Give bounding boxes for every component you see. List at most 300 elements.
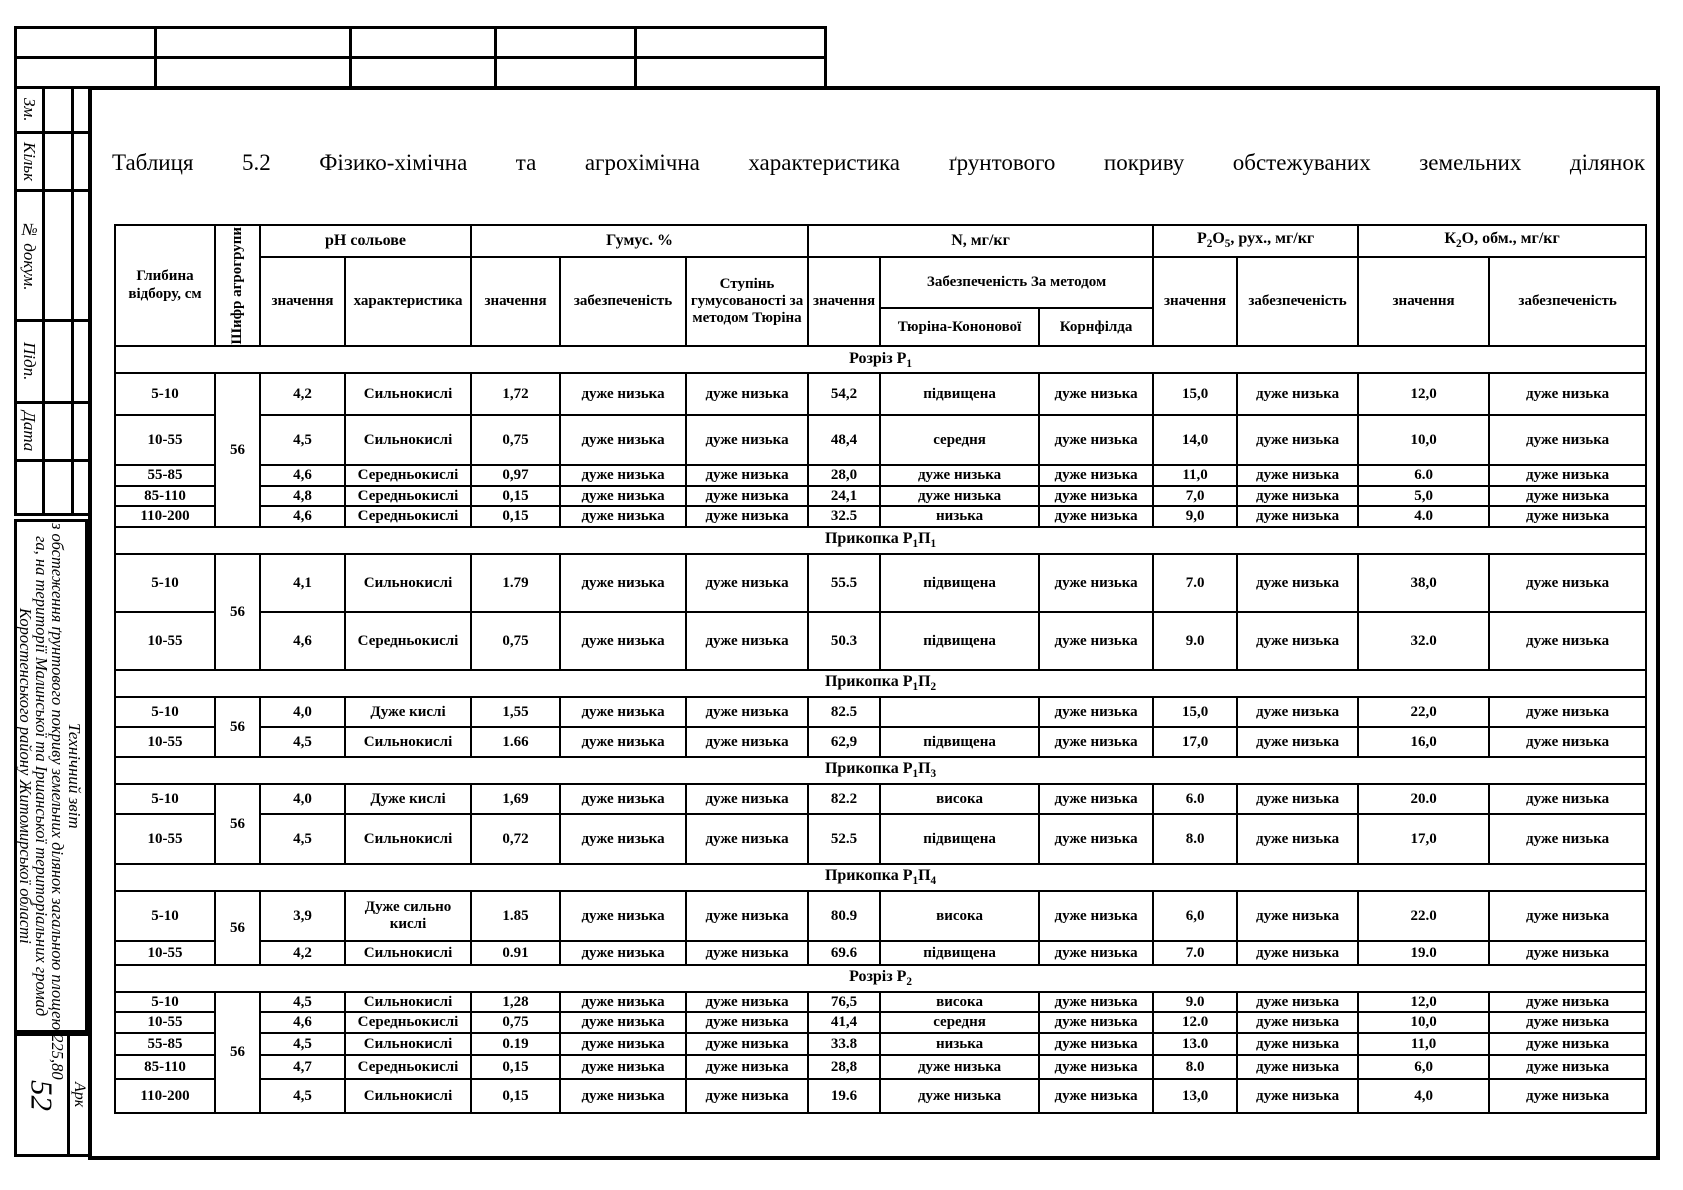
- cell-p-supply: дуже низька: [1237, 697, 1358, 727]
- cell-depth: 10-55: [115, 612, 215, 670]
- col-group-humus: Гумус. %: [471, 225, 808, 257]
- cell-k-value: 32.0: [1358, 612, 1489, 670]
- col-header-k-value: значення: [1358, 257, 1489, 346]
- cell-p-supply: дуже низька: [1237, 415, 1358, 465]
- cell-n-tyurina-kononova: середня: [880, 1012, 1039, 1033]
- cell-n-tyurina-kononova: низька: [880, 1033, 1039, 1055]
- cell-ph-value: 4,2: [260, 941, 345, 965]
- cell-agrogroup: 56: [215, 554, 260, 670]
- cell-k-value: 12,0: [1358, 992, 1489, 1013]
- cell-humus-supply: дуже низька: [560, 992, 686, 1013]
- cell-ph-value: 4,5: [260, 415, 345, 465]
- cell-n-tyurina-kononova: підвищена: [880, 941, 1039, 965]
- cell-ph-characteristic: Середньокислі: [345, 1012, 471, 1033]
- cell-humus-supply: дуже низька: [560, 697, 686, 727]
- cell-ph-value: 4,5: [260, 1079, 345, 1113]
- cell-p-value: 17,0: [1153, 727, 1237, 757]
- cell-humus-degree: дуже низька: [686, 891, 808, 941]
- cell-p-value: 7.0: [1153, 941, 1237, 965]
- cell-n-value: 28,0: [808, 465, 880, 486]
- cell-n-value: 76,5: [808, 992, 880, 1013]
- cell-n-kornfield: дуже низька: [1039, 941, 1153, 965]
- cell-ph-characteristic: Сильнокислі: [345, 415, 471, 465]
- cell-n-kornfield: дуже низька: [1039, 554, 1153, 612]
- cell-humus-degree: дуже низька: [686, 373, 808, 415]
- cell-n-value: 54,2: [808, 373, 880, 415]
- section-title: Розріз $Р_2$: [115, 965, 1646, 992]
- cell-n-kornfield: дуже низька: [1039, 612, 1153, 670]
- cell-ph-characteristic: Сильнокислі: [345, 1033, 471, 1055]
- cell-n-kornfield: дуже низька: [1039, 373, 1153, 415]
- cell-humus-degree: дуже низька: [686, 554, 808, 612]
- cell-humus-supply: дуже низька: [560, 784, 686, 814]
- cell-p-value: 7.0: [1153, 554, 1237, 612]
- stamp-cell: [351, 58, 496, 88]
- col-header-agrogroup: Шифр агрогрупи: [215, 225, 260, 346]
- cell-ph-value: 3,9: [260, 891, 345, 941]
- cell-n-kornfield: дуже низька: [1039, 784, 1153, 814]
- cell-n-kornfield: дуже низька: [1039, 727, 1153, 757]
- cell-k-supply: дуже низька: [1489, 1012, 1646, 1033]
- cell-humus-supply: дуже низька: [560, 941, 686, 965]
- cell-k-value: 22,0: [1358, 697, 1489, 727]
- cell-humus-value: 1.79: [471, 554, 560, 612]
- cell-k-value: 4,0: [1358, 1079, 1489, 1113]
- cell-p-value: 9,0: [1153, 506, 1237, 527]
- stamp-cell: [73, 461, 90, 515]
- cell-humus-degree: дуже низька: [686, 784, 808, 814]
- cell-n-kornfield: дуже низька: [1039, 1012, 1153, 1033]
- cell-humus-value: 0,75: [471, 612, 560, 670]
- table-caption: Таблиця 5.2 Фізико-хімічна та агрохімічна характеристика ґрунтового покриву обстежуваних земельних ділянок: [112, 150, 1645, 175]
- cell-k-supply: дуже низька: [1489, 1033, 1646, 1055]
- cell-k-value: 20.0: [1358, 784, 1489, 814]
- stamp-cell: [156, 28, 351, 58]
- top-revision-stamp: [14, 26, 827, 89]
- section-row: [115, 527, 1646, 554]
- table-row: [115, 1079, 1646, 1113]
- cell-n-tyurina-kononova: дуже низька: [880, 1055, 1039, 1079]
- col-header-tyurina-kononova: Тюріна-Кононової: [880, 308, 1039, 346]
- cell-humus-value: 1,69: [471, 784, 560, 814]
- cell-humus-supply: дуже низька: [560, 415, 686, 465]
- cell-depth: 110-200: [115, 1079, 215, 1113]
- cell-p-supply: дуже низька: [1237, 1055, 1358, 1079]
- col-group-ph: рН сольове: [260, 225, 471, 257]
- cell-humus-degree: дуже низька: [686, 697, 808, 727]
- cell-n-value: 82.5: [808, 697, 880, 727]
- cell-agrogroup: 56: [215, 697, 260, 757]
- cell-ph-value: 4,6: [260, 1012, 345, 1033]
- col-header-humus-supply: забезпеченість: [560, 257, 686, 346]
- cell-k-value: 5,0: [1358, 486, 1489, 507]
- cell-p-value: 8.0: [1153, 814, 1237, 864]
- cell-k-supply: дуже низька: [1489, 1079, 1646, 1113]
- cell-humus-supply: дуже низька: [560, 891, 686, 941]
- cell-n-value: 80.9: [808, 891, 880, 941]
- table-row: [115, 506, 1646, 527]
- cell-humus-degree: дуже низька: [686, 814, 808, 864]
- cell-p-supply: дуже низька: [1237, 1033, 1358, 1055]
- stamp-cell: [44, 191, 73, 321]
- cell-ph-characteristic: Середньокислі: [345, 1055, 471, 1079]
- cell-humus-degree: дуже низька: [686, 506, 808, 527]
- cell-n-kornfield: дуже низька: [1039, 891, 1153, 941]
- stamp-cell: [44, 461, 73, 515]
- cell-depth: 5-10: [115, 554, 215, 612]
- cell-n-kornfield: дуже низька: [1039, 1033, 1153, 1055]
- cell-humus-value: 0,15: [471, 1079, 560, 1113]
- cell-depth: 5-10: [115, 784, 215, 814]
- cell-ph-value: 4,6: [260, 612, 345, 670]
- soil-characteristics-table: [114, 224, 1647, 1114]
- cell-k-value: 19.0: [1358, 941, 1489, 965]
- cell-n-tyurina-kononova: середня: [880, 415, 1039, 465]
- cell-p-value: 11,0: [1153, 465, 1237, 486]
- cell-n-value: 50.3: [808, 612, 880, 670]
- cell-p-value: 6,0: [1153, 891, 1237, 941]
- cell-n-tyurina-kononova: [880, 697, 1039, 727]
- stamp-cell: [351, 28, 496, 58]
- cell-n-tyurina-kononova: висока: [880, 992, 1039, 1013]
- cell-humus-value: 1,55: [471, 697, 560, 727]
- stamp-cell: [44, 403, 73, 461]
- cell-k-value: 22.0: [1358, 891, 1489, 941]
- cell-n-value: 55.5: [808, 554, 880, 612]
- cell-humus-supply: дуже низька: [560, 814, 686, 864]
- stamp-cell: [44, 133, 73, 191]
- cell-p-supply: дуже низька: [1237, 373, 1358, 415]
- cell-p-value: 15,0: [1153, 373, 1237, 415]
- cell-ph-value: 4,0: [260, 784, 345, 814]
- cell-n-value: 82.2: [808, 784, 880, 814]
- cell-p-value: 14,0: [1153, 415, 1237, 465]
- cell-humus-degree: дуже низька: [686, 1012, 808, 1033]
- stamp-cell: [16, 461, 44, 515]
- cell-humus-value: 1.66: [471, 727, 560, 757]
- cell-humus-value: 0,15: [471, 506, 560, 527]
- cell-depth: 10-55: [115, 814, 215, 864]
- cell-k-supply: дуже низька: [1489, 992, 1646, 1013]
- col-header-p-supply: забезпеченість: [1237, 257, 1358, 346]
- cell-p-supply: дуже низька: [1237, 727, 1358, 757]
- stamp-cell: [73, 133, 90, 191]
- stamp-cell: [73, 191, 90, 321]
- cell-p-value: 6.0: [1153, 784, 1237, 814]
- cell-k-supply: дуже низька: [1489, 506, 1646, 527]
- cell-p-supply: дуже низька: [1237, 486, 1358, 507]
- document-description-line: Коростенського району Житомирської області: [16, 608, 35, 944]
- soil-table-body: [115, 346, 1646, 1113]
- cell-n-kornfield: дуже низька: [1039, 506, 1153, 527]
- cell-p-supply: дуже низька: [1237, 891, 1358, 941]
- cell-ph-value: 4,1: [260, 554, 345, 612]
- section-row: [115, 864, 1646, 891]
- cell-p-value: 7,0: [1153, 486, 1237, 507]
- cell-n-value: 24,1: [808, 486, 880, 507]
- cell-ph-value: 4,6: [260, 506, 345, 527]
- cell-ph-characteristic: Дуже сильно кислі: [345, 891, 471, 941]
- section-title: Прикопка $Р_1П_1$: [115, 527, 1646, 554]
- document-description-line: га, на території Малинської та Іршанської територіальних громад: [32, 535, 51, 1017]
- table-row: [115, 1033, 1646, 1055]
- sheet-number-block: [14, 1033, 91, 1157]
- cell-n-tyurina-kononova: низька: [880, 506, 1039, 527]
- cell-n-value: 41,4: [808, 1012, 880, 1033]
- cell-n-value: 32.5: [808, 506, 880, 527]
- cell-ph-characteristic: Сильнокислі: [345, 992, 471, 1013]
- stamp-cell: [73, 88, 90, 133]
- cell-ph-value: 4,5: [260, 727, 345, 757]
- cell-p-value: 13,0: [1153, 1079, 1237, 1113]
- cell-depth: 5-10: [115, 697, 215, 727]
- cell-k-value: 16,0: [1358, 727, 1489, 757]
- cell-depth: 5-10: [115, 373, 215, 415]
- cell-p-value: 12.0: [1153, 1012, 1237, 1033]
- cell-humus-degree: дуже низька: [686, 992, 808, 1013]
- cell-ph-value: 4,6: [260, 465, 345, 486]
- cell-n-kornfield: дуже низька: [1039, 465, 1153, 486]
- cell-n-value: 48,4: [808, 415, 880, 465]
- cell-depth: 5-10: [115, 891, 215, 941]
- cell-k-supply: дуже низька: [1489, 727, 1646, 757]
- cell-ph-characteristic: Сильнокислі: [345, 554, 471, 612]
- section-row: [115, 757, 1646, 784]
- stamp-cell: [44, 321, 73, 403]
- document-title: Технічний звіт: [65, 723, 84, 829]
- cell-ph-characteristic: Середньокислі: [345, 465, 471, 486]
- cell-ph-value: 4,0: [260, 697, 345, 727]
- cell-n-kornfield: дуже низька: [1039, 1055, 1153, 1079]
- cell-k-supply: дуже низька: [1489, 554, 1646, 612]
- stamp-cell: [496, 28, 636, 58]
- cell-ph-value: 4,5: [260, 814, 345, 864]
- section-row: [115, 670, 1646, 697]
- col-header-kornfield: Корнфілда: [1039, 308, 1153, 346]
- cell-k-supply: дуже низька: [1489, 465, 1646, 486]
- col-header-ph-characteristic: характеристика: [345, 257, 471, 346]
- cell-k-supply: дуже низька: [1489, 415, 1646, 465]
- cell-n-value: 69.6: [808, 941, 880, 965]
- cell-k-value: 6,0: [1358, 1055, 1489, 1079]
- cell-humus-value: 0,15: [471, 1055, 560, 1079]
- cell-n-tyurina-kononova: висока: [880, 784, 1039, 814]
- cell-humus-degree: дуже низька: [686, 941, 808, 965]
- cell-k-supply: дуже низька: [1489, 941, 1646, 965]
- cell-n-value: 62,9: [808, 727, 880, 757]
- cell-n-value: 52.5: [808, 814, 880, 864]
- col-group-n: N, мг/кг: [808, 225, 1153, 257]
- label-dokum: № докум.: [20, 220, 39, 291]
- cell-n-kornfield: дуже низька: [1039, 697, 1153, 727]
- cell-depth: 10-55: [115, 941, 215, 965]
- cell-ph-characteristic: Сильнокислі: [345, 941, 471, 965]
- cell-k-supply: дуже низька: [1489, 814, 1646, 864]
- table-row: [115, 554, 1646, 612]
- cell-k-value: 4.0: [1358, 506, 1489, 527]
- cell-humus-value: 0,72: [471, 814, 560, 864]
- document-description-box: [14, 519, 88, 1080]
- table-row: [115, 1012, 1646, 1033]
- label-kilk: Кільк: [20, 141, 39, 182]
- cell-p-value: 8.0: [1153, 1055, 1237, 1079]
- cell-humus-value: 1,28: [471, 992, 560, 1013]
- cell-humus-supply: дуже низька: [560, 554, 686, 612]
- cell-depth: 5-10: [115, 992, 215, 1013]
- cell-humus-degree: дуже низька: [686, 1055, 808, 1079]
- cell-p-supply: дуже низька: [1237, 992, 1358, 1013]
- table-row: [115, 415, 1646, 465]
- cell-humus-value: 0.91: [471, 941, 560, 965]
- label-data: Дата: [20, 411, 39, 452]
- cell-p-supply: дуже низька: [1237, 784, 1358, 814]
- table-row: [115, 486, 1646, 507]
- cell-n-tyurina-kononova: дуже низька: [880, 465, 1039, 486]
- cell-n-value: 19.6: [808, 1079, 880, 1113]
- cell-humus-value: 0,97: [471, 465, 560, 486]
- table-row: [115, 992, 1646, 1013]
- cell-humus-supply: дуже низька: [560, 1033, 686, 1055]
- section-title: Прикопка $Р_1П_2$: [115, 670, 1646, 697]
- cell-humus-supply: дуже низька: [560, 465, 686, 486]
- cell-depth: 85-110: [115, 1055, 215, 1079]
- cell-p-supply: дуже низька: [1237, 612, 1358, 670]
- stamp-cell: [16, 28, 156, 58]
- cell-humus-supply: дуже низька: [560, 612, 686, 670]
- cell-n-kornfield: дуже низька: [1039, 992, 1153, 1013]
- cell-agrogroup: 56: [215, 992, 260, 1113]
- table-row: [115, 465, 1646, 486]
- cell-humus-supply: дуже низька: [560, 727, 686, 757]
- cell-humus-degree: дуже низька: [686, 612, 808, 670]
- cell-agrogroup: 56: [215, 784, 260, 864]
- stamp-cell: [496, 58, 636, 88]
- cell-n-tyurina-kononova: дуже низька: [880, 1079, 1039, 1113]
- col-header-p-value: значення: [1153, 257, 1237, 346]
- cell-k-value: 6.0: [1358, 465, 1489, 486]
- cell-ph-characteristic: Середньокислі: [345, 486, 471, 507]
- cell-k-value: 10,0: [1358, 415, 1489, 465]
- label-zm: Зм.: [20, 98, 39, 122]
- cell-ph-characteristic: Дуже кислі: [345, 697, 471, 727]
- table-row: [115, 941, 1646, 965]
- cell-p-value: 15,0: [1153, 697, 1237, 727]
- col-header-depth: Глибина відбору, см: [115, 225, 215, 346]
- cell-n-tyurina-kononova: висока: [880, 891, 1039, 941]
- cell-n-kornfield: дуже низька: [1039, 814, 1153, 864]
- cell-p-value: 9.0: [1153, 612, 1237, 670]
- cell-k-supply: дуже низька: [1489, 784, 1646, 814]
- cell-humus-supply: дуже низька: [560, 1055, 686, 1079]
- cell-depth: 85-110: [115, 486, 215, 507]
- cell-k-supply: дуже низька: [1489, 486, 1646, 507]
- cell-k-supply: дуже низька: [1489, 373, 1646, 415]
- cell-ph-value: 4,5: [260, 1033, 345, 1055]
- cell-humus-supply: дуже низька: [560, 506, 686, 527]
- cell-p-supply: дуже низька: [1237, 814, 1358, 864]
- cell-p-supply: дуже низька: [1237, 554, 1358, 612]
- cell-p-supply: дуже низька: [1237, 941, 1358, 965]
- col-header-n-value: значення: [808, 257, 880, 346]
- cell-n-kornfield: дуже низька: [1039, 415, 1153, 465]
- cell-p-supply: дуже низька: [1237, 1079, 1358, 1113]
- stamp-cell: [636, 28, 826, 58]
- stamp-cell: [636, 58, 826, 88]
- cell-depth: 10-55: [115, 727, 215, 757]
- cell-n-tyurina-kononova: підвищена: [880, 373, 1039, 415]
- section-title: Прикопка $Р_1П_4$: [115, 864, 1646, 891]
- cell-k-value: 11,0: [1358, 1033, 1489, 1055]
- cell-ph-value: 4,7: [260, 1055, 345, 1079]
- table-row: [115, 784, 1646, 814]
- cell-humus-supply: дуже низька: [560, 1012, 686, 1033]
- stamp-cell: [73, 403, 90, 461]
- cell-humus-degree: дуже низька: [686, 1033, 808, 1055]
- cell-k-value: 12,0: [1358, 373, 1489, 415]
- cell-ph-characteristic: Дуже кислі: [345, 784, 471, 814]
- col-header-humus-value: значення: [471, 257, 560, 346]
- cell-k-supply: дуже низька: [1489, 1055, 1646, 1079]
- cell-ph-characteristic: Сильнокислі: [345, 727, 471, 757]
- table-row: [115, 612, 1646, 670]
- section-title: Розріз $Р_1$: [115, 346, 1646, 373]
- cell-humus-degree: дуже низька: [686, 415, 808, 465]
- col-header-n-supply-method: Забезпеченість За методом: [880, 257, 1153, 308]
- cell-ph-value: 4,8: [260, 486, 345, 507]
- col-group-k: $К_2О$, обм., мг/кг: [1358, 225, 1646, 257]
- cell-n-kornfield: дуже низька: [1039, 1079, 1153, 1113]
- section-row: [115, 965, 1646, 992]
- col-header-humus-degree: Ступінь гумусованості за методом Тюріна: [686, 257, 808, 346]
- cell-k-supply: дуже низька: [1489, 612, 1646, 670]
- cell-humus-degree: дуже низька: [686, 465, 808, 486]
- table-row: [115, 697, 1646, 727]
- table-row: [115, 727, 1646, 757]
- cell-ph-value: 4,5: [260, 992, 345, 1013]
- cell-ph-characteristic: Сильнокислі: [345, 373, 471, 415]
- label-pidp: Підп.: [20, 342, 39, 381]
- table-row: [115, 891, 1646, 941]
- cell-humus-value: 0.19: [471, 1033, 560, 1055]
- stamp-cell: [44, 88, 73, 133]
- cell-depth: 55-85: [115, 465, 215, 486]
- cell-ph-characteristic: Сильнокислі: [345, 1079, 471, 1113]
- stamp-cell: [73, 321, 90, 403]
- cell-n-tyurina-kononova: підвищена: [880, 612, 1039, 670]
- col-header-ph-value: значення: [260, 257, 345, 346]
- cell-n-tyurina-kononova: підвищена: [880, 814, 1039, 864]
- cell-depth: 10-55: [115, 1012, 215, 1033]
- cell-p-supply: дуже низька: [1237, 506, 1358, 527]
- cell-humus-degree: дуже низька: [686, 727, 808, 757]
- cell-agrogroup: 56: [215, 373, 260, 527]
- cell-k-value: 10,0: [1358, 1012, 1489, 1033]
- cell-n-value: 28,8: [808, 1055, 880, 1079]
- cell-ph-characteristic: Середньокислі: [345, 612, 471, 670]
- cell-humus-value: 0,75: [471, 415, 560, 465]
- cell-depth: 55-85: [115, 1033, 215, 1055]
- table-row: [115, 373, 1646, 415]
- cell-humus-value: 1,72: [471, 373, 560, 415]
- cell-p-supply: дуже низька: [1237, 1012, 1358, 1033]
- cell-depth: 10-55: [115, 415, 215, 465]
- cell-p-value: 9.0: [1153, 992, 1237, 1013]
- cell-humus-value: 1.85: [471, 891, 560, 941]
- cell-humus-value: 0,75: [471, 1012, 560, 1033]
- cell-humus-value: 0,15: [471, 486, 560, 507]
- sheet-label: Арк: [71, 1082, 88, 1108]
- cell-k-value: 38,0: [1358, 554, 1489, 612]
